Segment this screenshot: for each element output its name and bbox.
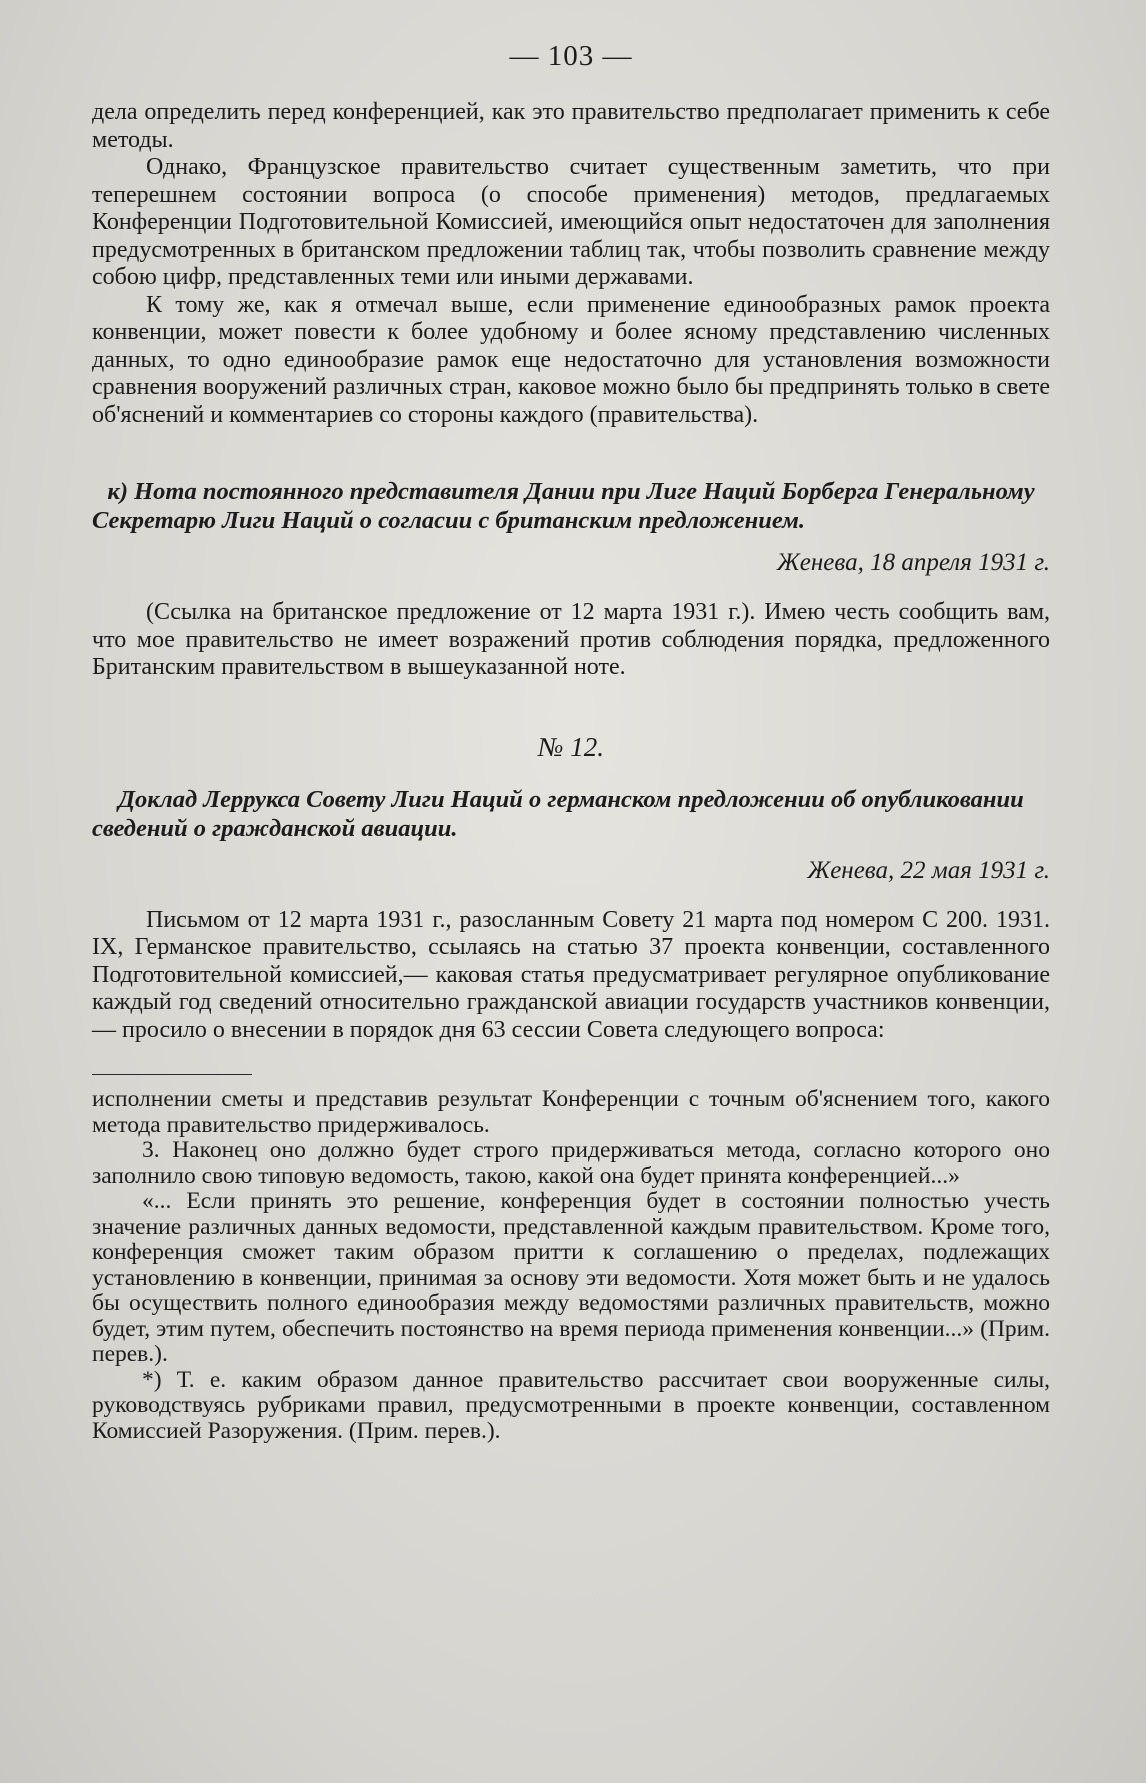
top-section bbox=[92, 99, 1050, 429]
section-heading: к) Нота постоянного представителя Дании при Лиге Наций Борберга Генеральному Секретарю Лиги Наций о согласии с британским предложением. bbox=[92, 478, 1035, 534]
section-heading: Доклад Леррукса Совету Лиги Наций о германском предложении об опубликовании сведений о гражданской авиации. bbox=[92, 785, 1024, 842]
footnote-text: *) Т. е. каким образом данное правительство рассчитает свои вооруженные силы, руководствуясь рубриками правил, предусмотренными в проекте конвенции, составленном Комиссией Разоружения. (Прим. перев.). bbox=[92, 1366, 1050, 1444]
dateline: Женева, 22 мая 1931 г. bbox=[807, 856, 1050, 884]
page-number: — 103 — bbox=[509, 40, 633, 72]
footnote-divider bbox=[92, 1074, 252, 1075]
footnote-text: исполнении сметы и представив результат Конференции с точным об'яснением того, какого метода правительство придерживалось. bbox=[92, 1086, 1050, 1138]
footnotes bbox=[92, 1087, 1050, 1444]
section-12 bbox=[92, 732, 1050, 1045]
paragraph: (Ссылка на британское предложение от 12 марта 1931 г.). Имею честь сообщить вам, что мое правительство не имеет возражений против соблюдения порядка, предложенного Британским правительством в вышеуказанной ноте. bbox=[92, 599, 1050, 680]
dateline: Женева, 18 апреля 1931 г. bbox=[776, 549, 1050, 576]
paragraph: К тому же, как я отмечал выше, если применение единообразных рамок проекта конвенции, может повести к более удобному и более ясному представлению численных данных, то одно единообразие рамок еще недостаточно для установления возможности сравнения вооружений различных стран, каковое можно было бы предпринять только в свете об'яснений и комментариев со стороны каждого (правительства). bbox=[92, 291, 1050, 428]
paragraph: Однако, Французское правительство считает существенным заметить, что при теперешнем состоянии вопроса (о способе применения) методов, предлагаемых Конференции Подготовительной Комиссией, имеющийся опыт недостаточен для заполнения предусмотренных в британском предложении таблиц так, чтобы позволить сравнение между собою цифр, представленных теми или иными державами. bbox=[92, 154, 1050, 290]
paragraph: Письмом от 12 марта 1931 г., разосланным Совету 21 марта под номером С 200. 1931. IX, Германское правительство, ссылаясь на статью 37 проекта конвенции, составленного Подготовительной комиссией,— каковая статья предусматривает регулярное опубликование каждый год сведений относительно гражданской авиации государств участников конвенции,— просило о внесении в порядок дня 63 сессии Совета следующего вопроса: bbox=[92, 906, 1050, 1043]
document-number: № 12. bbox=[538, 731, 604, 762]
paragraph: дела определить перед конференцией, как это правительство предполагает применить к себе методы. bbox=[92, 99, 1050, 153]
section-k bbox=[92, 477, 1050, 682]
footnote-text: 3. Наконец оно должно будет строго придерживаться метода, согласно которого оно заполнило свою типовую ведомость, такою, какой она будет принята конференцией...» bbox=[92, 1137, 1050, 1189]
footnote-text: «... Если принять это решение, конференция будет в состоянии полностью учесть значение различных данных ведомости, представленной каждым правительством. Кроме того, конференция сможет таким образом притти к соглашению о пределах, подлежащих установлению в конвенции, принимая за основу эти ведомости. Хотя может быть и не удалось бы осуществить полного единообразия между ведомостями различных правительств, можно будет, этим путем, обеспечить постоянство на время периода применения конвенции...» (Прим. перев.). bbox=[92, 1188, 1050, 1367]
